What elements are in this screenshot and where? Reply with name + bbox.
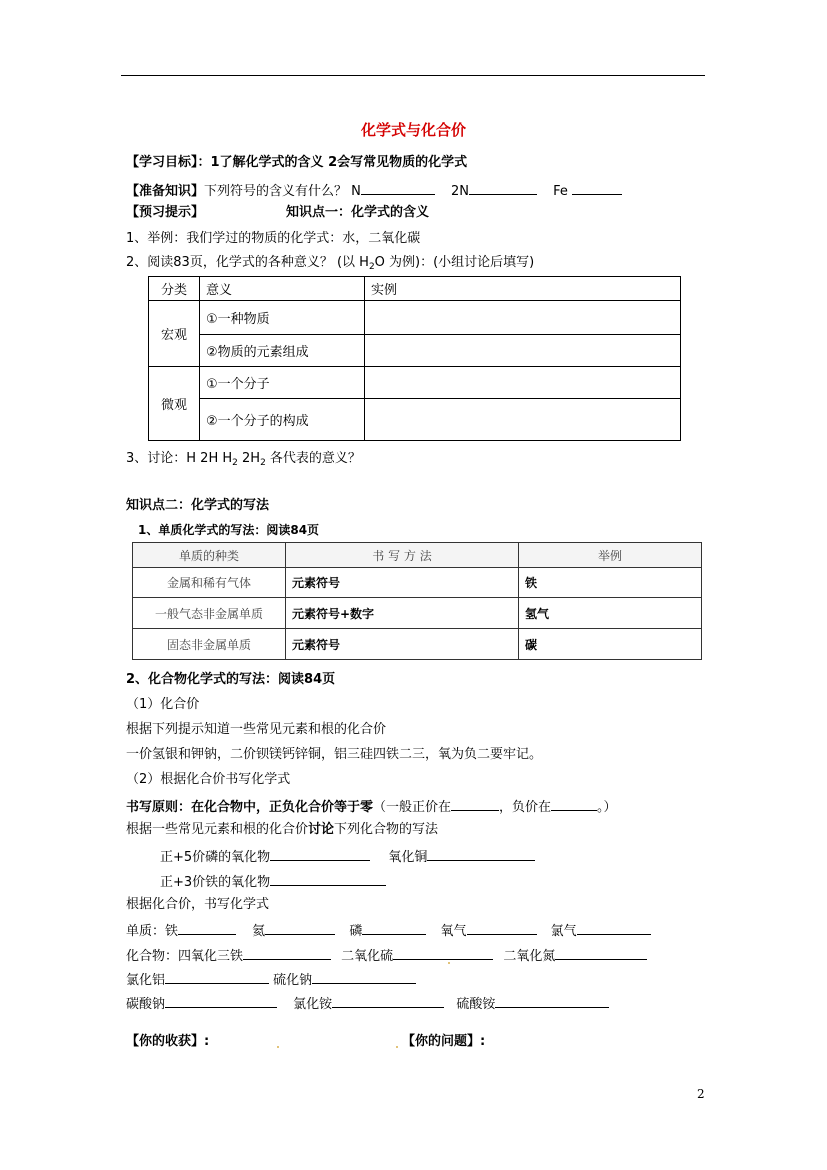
principle-p2: ，负价在 [499,800,552,815]
goal-label: 【学习目标】 [126,155,198,170]
q3-pre: 3、讨论：H 2H H [126,451,233,466]
table-row [149,399,681,441]
table-row [133,568,702,598]
method-cell: 元素符号+数字 [286,598,519,629]
meaning-cell: ②物质的元素组成 [200,335,365,367]
element-name: 磷 [349,924,363,939]
q2-post: O 为例)：(小组讨论后填写) [374,255,535,270]
preview-label: 【预习提示】 [126,205,205,220]
q3-sub1: 2 [232,458,238,468]
learning-goal [126,156,467,169]
speck-mark [396,1046,398,1048]
q3-sub2: 2 [260,458,266,468]
element-exercise-row [126,922,651,938]
table-row [133,629,702,660]
table-row [133,598,702,629]
meaning-cell: ①一种物质 [200,301,365,335]
header-category: 分类 [149,277,200,301]
blank-positive[interactable] [451,798,499,811]
table-row [149,335,681,367]
blank-n[interactable] [361,182,435,195]
answer-blank[interactable] [393,947,493,960]
exercise-row-1 [160,848,535,864]
row-label: 单质： [126,924,166,939]
exercise-row-2 [160,873,386,889]
knowledge-point-1: 知识点一：化学式的含义 [286,205,430,220]
speck-mark [448,962,450,964]
prep-label: 【准备知识】 [126,184,205,199]
write-by-valence-heading: （2）根据化合价书写化学式 [126,772,291,787]
example-cell: 铁 [519,568,702,598]
compound-exercise-row-3 [126,995,609,1011]
principle-p1: （一般正价在 [373,800,452,815]
valence-hint: 根据下列提示知道一些常见元素和根的化合价 [126,722,387,737]
example-cell[interactable] [365,301,681,335]
prep-2n: 2N [451,184,470,199]
question-1: 1、举例：我们学过的物质的化学式：水，二氧化碳 [126,231,421,246]
prep-fe: Fe [553,184,568,199]
compound-name: 硫酸铵 [456,997,496,1012]
answer-blank[interactable] [243,947,331,960]
exercise-label: 正+5价磷的氧化物 [160,850,271,865]
meaning-cell: ①一个分子 [200,367,365,399]
prep-knowledge [126,182,622,198]
category-micro: 微观 [149,367,200,441]
type-cell: 金属和稀有气体 [133,568,286,598]
goal-text: ：1了解化学式的含义 2会写常见物质的化学式 [197,155,468,170]
q2-pre: 2、阅读83页，化学式的各种意义？ (以 H [126,255,369,270]
answer-blank[interactable] [165,971,269,984]
question-3 [126,452,361,468]
meaning-table [148,276,681,441]
answer-blank[interactable] [165,995,277,1008]
page-title: 化学式与化合价 [360,121,466,139]
answer-blank[interactable] [270,873,386,886]
answer-blank[interactable] [495,995,609,1008]
write-hint: 根据化合价，书写化学式 [126,897,270,912]
header-meaning: 意义 [200,277,365,301]
example-cell: 碳 [519,629,702,660]
answer-blank[interactable] [577,922,651,935]
example-cell: 氢气 [519,598,702,629]
discuss-post: 下列化合物的写法 [334,822,439,837]
type-cell: 一般气态非金属单质 [133,598,286,629]
discuss-pre: 根据一些常见元素和根的化合价 [126,822,309,837]
method-cell: 元素符号 [286,568,519,598]
q3-mid: 2H [237,451,261,466]
element-name: 氧气 [440,924,467,939]
answer-blank[interactable] [312,971,416,984]
prep-text: 下列符号的含义有什么？ N [204,184,361,199]
type-cell: 固态非金属单质 [133,629,286,660]
method-cell: 元素符号 [286,629,519,660]
section-2-heading: 2、化合物化学式的写法：阅读84页 [126,672,336,687]
answer-blank[interactable] [332,995,444,1008]
compound-name: 四氧化三铁 [178,949,244,964]
element-name: 氯气 [550,924,577,939]
page-number: 2 [697,1087,705,1101]
answer-blank[interactable] [427,848,535,861]
speck-mark [277,1046,279,1048]
discuss-line [126,823,438,836]
question-2 [126,256,534,272]
header-rule [121,75,705,76]
principle-bold: 书写原则：在化合物中，正负化合价等于零 [126,800,374,815]
compound-name: 二氧化氮 [503,949,556,964]
valence-rhyme: 一价氢银和钾钠，二价钡镁钙锌铜，铝三硅四铁二三，氧为负二要牢记。 [126,747,543,762]
header-type: 单质的种类 [133,543,286,568]
q2-sub: 2 [368,262,375,272]
answer-blank[interactable] [178,922,236,935]
header-method: 书 写 方 法 [286,543,519,568]
blank-fe[interactable] [572,182,622,195]
element-name: 氦 [252,924,266,939]
knowledge-point-2: 知识点二：化学式的写法 [126,498,270,513]
compound-exercise-row-2 [126,971,416,987]
header-example: 举例 [519,543,702,568]
compound-name: 碳酸钠 [126,997,166,1012]
table-row [133,543,702,568]
answer-blank[interactable] [467,922,537,935]
element-formula-table [132,542,702,660]
compound-name: 硫化钠 [273,973,313,988]
compound-name: 氯化铝 [126,973,166,988]
category-macro: 宏观 [149,301,200,367]
compound-exercise-row-1 [126,947,647,963]
section-1-heading: 1、单质化学式的写法：阅读84页 [138,523,320,537]
header-example: 实例 [365,277,681,301]
answer-blank[interactable] [555,947,647,960]
valence-heading: （1）化合价 [126,697,200,712]
answer-blank[interactable] [270,848,370,861]
principle-p3: 。） [597,800,617,815]
compound-name: 二氧化硫 [341,949,394,964]
your-gain-label: 【你的收获】: [126,1034,210,1049]
example-cell[interactable] [365,399,681,441]
discuss-bold: 讨论 [308,822,335,837]
exercise-label: 正+3价铁的氧化物 [160,875,271,890]
writing-principle [126,798,617,814]
answer-blank[interactable] [362,922,426,935]
q3-post: 各代表的意义？ [265,451,361,466]
table-row [149,301,681,335]
row-label: 化合物： [126,949,179,964]
exercise-label: 氧化铜 [388,850,428,865]
your-question-label: 【你的问题】: [402,1034,486,1049]
example-cell[interactable] [365,367,681,399]
table-row [149,277,681,301]
meaning-cell: ②一个分子的构成 [200,399,365,441]
blank-2n[interactable] [469,182,537,195]
compound-name: 氯化铵 [293,997,333,1012]
element-name: 铁 [165,924,179,939]
example-cell[interactable] [365,335,681,367]
answer-blank[interactable] [265,922,335,935]
blank-negative[interactable] [551,798,597,811]
table-row [149,367,681,399]
